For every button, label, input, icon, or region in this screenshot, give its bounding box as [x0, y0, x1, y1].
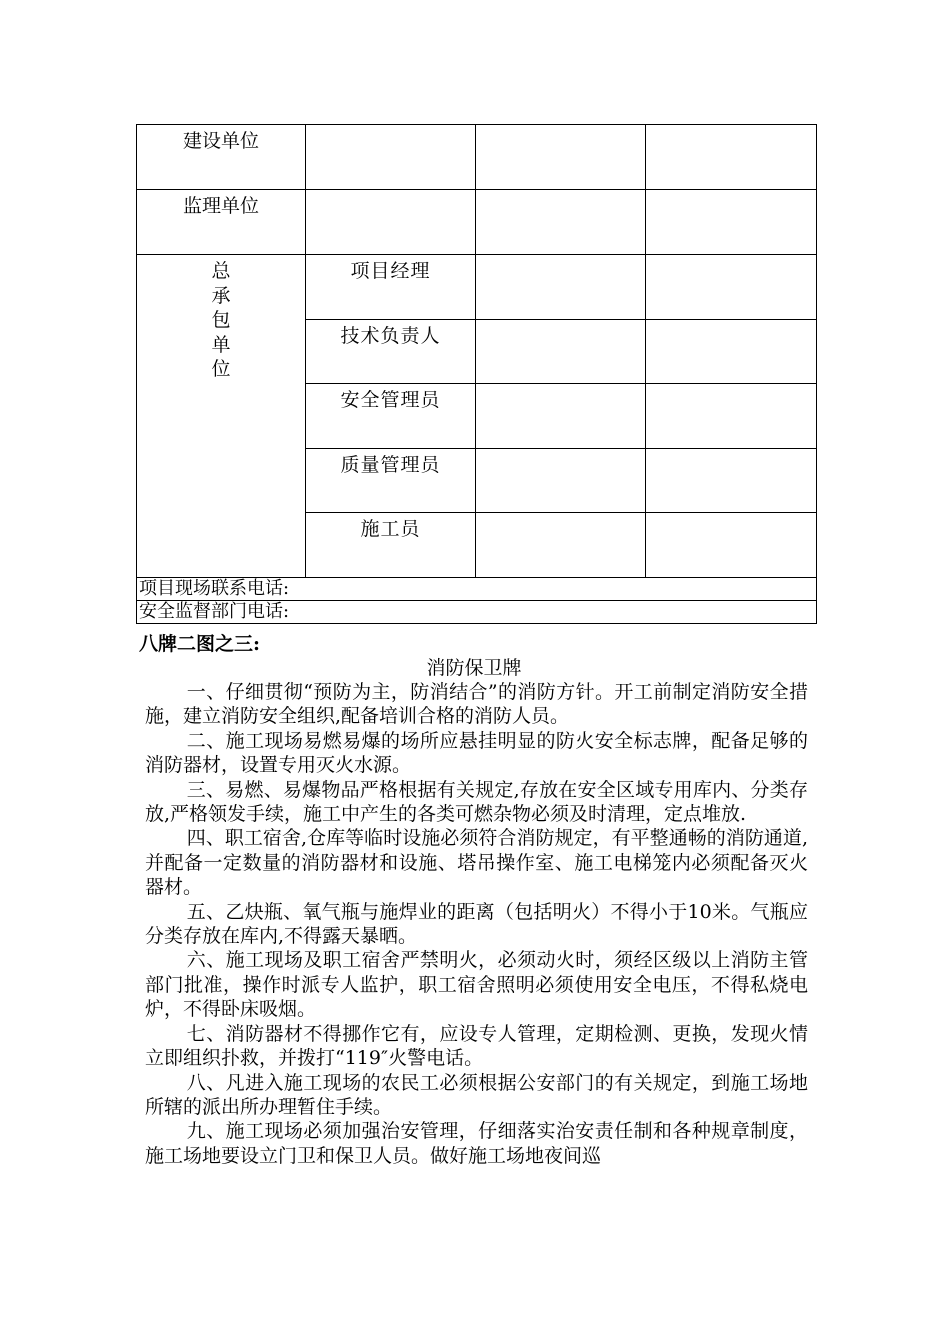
rule-paragraph: 一、仔细贯彻“预防为主，防消结合”的消防方针。开工前制定消防安全措施，建立消防安全组织,配备培训合格的消防人员。: [145, 681, 808, 728]
table-row: [137, 190, 817, 255]
role-constructor: 施工员: [306, 513, 476, 578]
table-cell: [476, 513, 646, 578]
rules-body: [145, 680, 808, 1168]
role-technical-lead: 技术负责人: [306, 320, 476, 384]
rule-paragraph: 七、消防器材不得挪作它有，应设专人管理，定期检测、更换，发现火情立即组织扑救，并拨打“119″火警电话。: [145, 1022, 808, 1070]
table-cell: [476, 320, 646, 384]
table-cell: [476, 449, 646, 513]
table-row: [137, 125, 817, 190]
rule-paragraph: 二、施工现场易燃易爆的场所应悬挂明显的防火安全标志牌，配备足够的消防器材，设置专用灭火水源。: [145, 729, 808, 777]
table-cell: [646, 255, 817, 320]
role-safety-manager: 安全管理员: [306, 384, 476, 449]
site-phone-label: 项目现场联系电话:: [137, 578, 817, 601]
table-cell: [306, 190, 476, 255]
row-label-general-contractor: 总 承 包 单 位: [137, 255, 306, 578]
rule-paragraph: 三、易燃、易爆物品严格根据有关规定,存放在安全区域专用库内、分类存放,严格领发手续，施工中产生的各类可燃杂物必须及时清理，定点堆放.: [145, 778, 808, 826]
table-row: [137, 255, 817, 320]
rule-paragraph: 六、施工现场及职工宿舍严禁明火，必须动火时，须经区级以上消防主管部门批准，操作时派专人监护，职工宿舍照明必须使用安全电压，不得私烧电炉，不得卧床吸烟。: [145, 949, 808, 1021]
table-cell: [646, 125, 817, 190]
section-subtitle: 八牌二图之三:: [139, 633, 261, 655]
table-cell: [476, 190, 646, 255]
role-quality-manager: 质量管理员: [306, 449, 476, 513]
table-cell: [646, 384, 817, 449]
table-cell: [646, 513, 817, 578]
role-project-manager: 项目经理: [306, 255, 476, 320]
table-row: [137, 578, 817, 601]
row-label-construction-unit: 建设单位: [137, 125, 306, 190]
table-cell: [306, 125, 476, 190]
rule-paragraph: 四、职工宿舍,仓库等临时设施必须符合消防规定，有平整通畅的消防通道,并配备一定数量的消防器材和设施、塔吊操作室、施工电梯笼内必须配备灭火器材。: [145, 827, 808, 899]
personnel-table: [136, 124, 817, 624]
rule-paragraph: 八、凡进入施工现场的农民工必须根据公安部门的有关规定，到施工场地所辖的派出所办理暂住手续。: [145, 1071, 808, 1118]
table-row: [137, 601, 817, 624]
table-cell: [646, 190, 817, 255]
table-cell: [476, 255, 646, 320]
table-cell: [476, 125, 646, 190]
row-label-supervision-unit: 监理单位: [137, 190, 306, 255]
safety-dept-phone-label: 安全监督部门电话:: [137, 601, 817, 624]
table-cell: [646, 449, 817, 513]
table-cell: [646, 320, 817, 384]
rule-paragraph: 五、乙炔瓶、氧气瓶与施焊业的距离（包括明火）不得小于10米。气瓶应分类存放在库内,不得露天暴晒。: [145, 900, 808, 948]
document-title: 消防保卫牌: [426, 657, 522, 679]
rule-paragraph: 九、施工现场必须加强治安管理，仔细落实治安责任制和各种规章制度，施工场地要设立门卫和保卫人员。做好施工场地夜间巡: [145, 1120, 808, 1167]
table-cell: [476, 384, 646, 449]
